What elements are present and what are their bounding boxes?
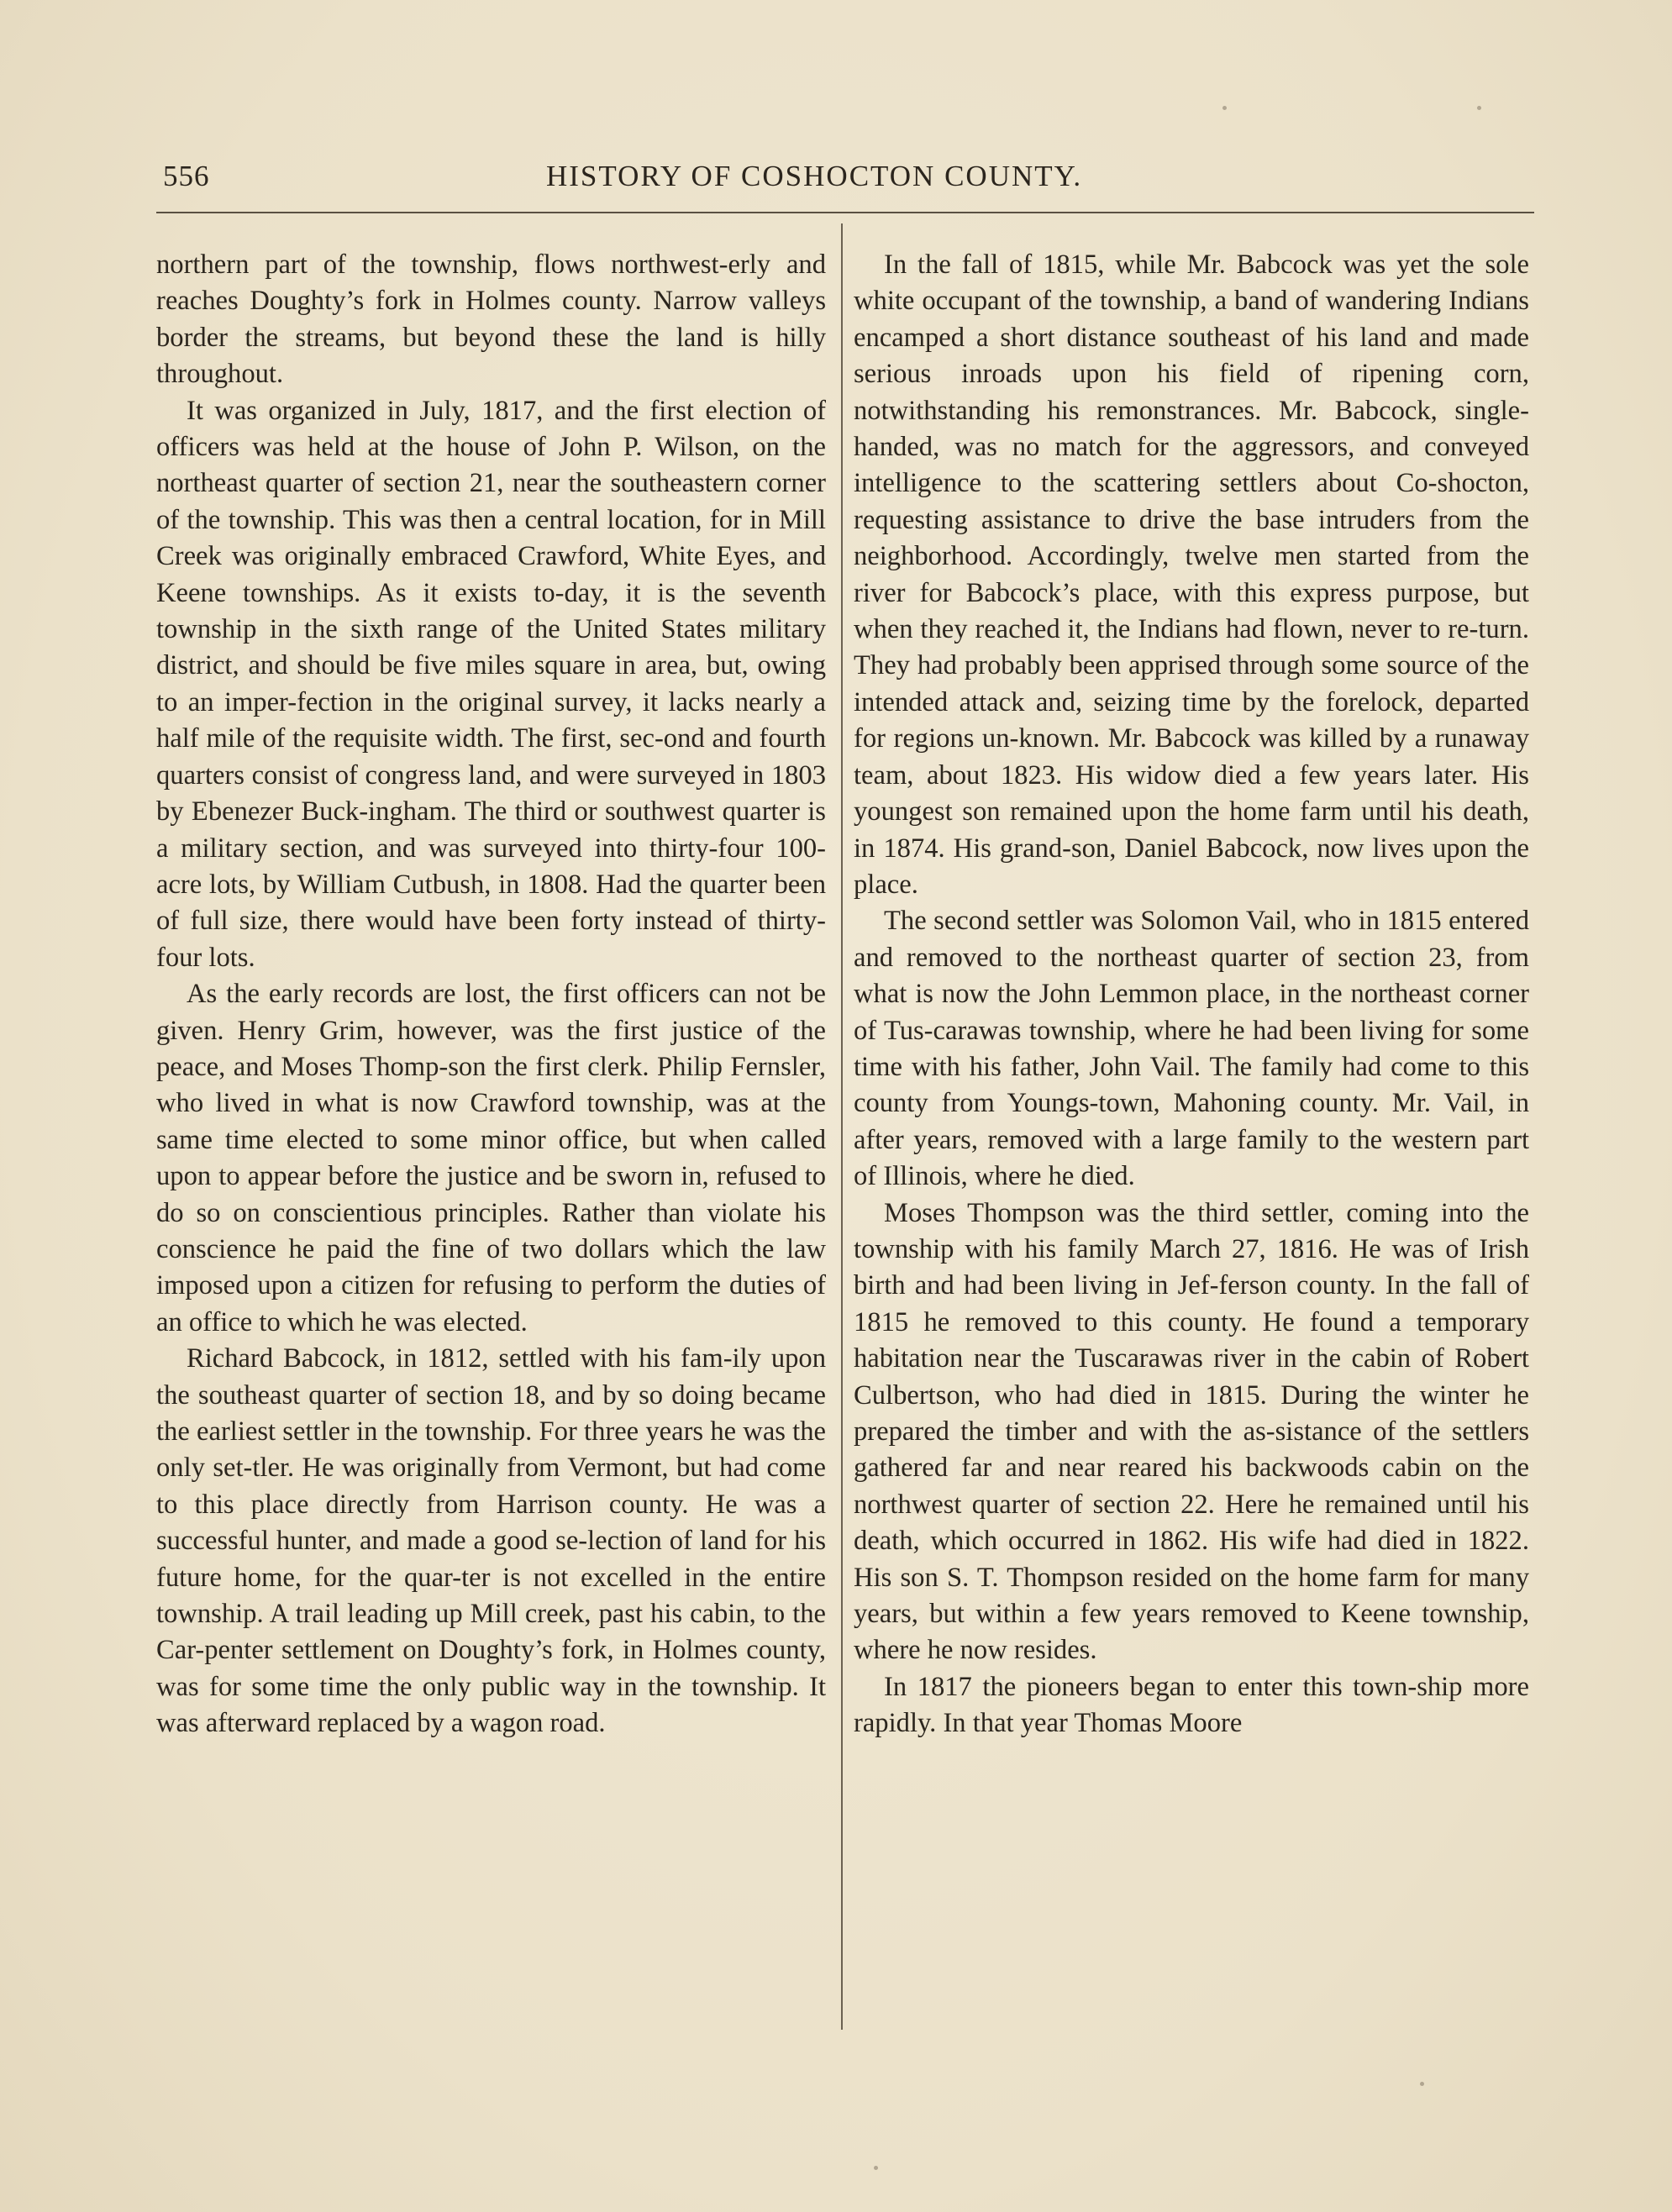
paragraph: As the early records are lost, the first officers can not be given. Henry Grim, however, was the first justice of the peace, and Moses Thomp-son the first clerk. Philip Fernsler, who lived in what is now Crawford township, was at the same time elected to some minor office, but when called upon to appear before the justice and be sworn in, refused to do so on conscientious principles. Rather than violate his conscience he paid the fine of two dollars which the law imposed upon a citizen for refusing to perform the duties of an office to which he was elected. [156,979,826,1337]
paper-speck [874,2166,878,2170]
paragraph: Richard Babcock, in 1812, settled with his fam-ily upon the southeast quarter of section 18, and by so doing became the earliest settler in the township. For three years he was the only set-tler. He was originally from Vermont, but had come to this place directly from Harrison county. He was a successful hunter, and made a good se-lection of land for his future home, for the quar-ter is not excelled in the entire township. A trail leading up Mill creek, past his cabin, to the Car-penter settlement on Doughty’s fork, in Holmes county, was for some time the only public way in the township. It was afterward replaced by a wagon road. [156,1343,826,1739]
header-rule [156,212,1534,213]
left-column [156,247,826,1742]
paragraph: The second settler was Solomon Vail, who in 1815 entered and removed to the northeast quarter of section 23, from what is now the John Lemmon place, in the northeast corner of Tus-carawas township, where he had been living for some time with his father, John Vail. The family had come to this county from Youngs-town, Mahoning county. Mr. Vail, in after years, removed with a large family to the western part of Illinois, where he died. [854,906,1529,1192]
right-column [854,247,1529,1742]
paragraph: It was organized in July, 1817, and the first election of officers was held at the house of John P. Wilson, on the northeast quarter of section 21, near the southeastern corner of the township. This was then a central location, for in Mill Creek was originally embraced Crawford, White Eyes, and Keene townships. As it exists to-day, it is the seventh township in the sixth range of the United States military district, and should be five miles square in area, but, owing to an imper-fection in the original survey, it lacks nearly a half mile of the requisite width. The first, sec-ond and fourth quarters consist of congress land, and were surveyed in 1803 by Ebenezer Buck-ingham. The third or southwest quarter is a military section, and was surveyed into thirty-four 100-acre lots, by William Cutbush, in 1808. Had the quarter been of full size, there would have been forty instead of thirty-four lots. [156,395,826,973]
paper-speck [1420,2082,1424,2086]
paragraph: In 1817 the pioneers began to enter this town-ship more rapidly. In that year Thomas Moore [854,1671,1529,1739]
paper-speck [1222,106,1227,110]
paragraph: In the fall of 1815, while Mr. Babcock was yet the sole white occupant of the township, a band of wandering Indians encamped a short distance southeast of his land and made serious inroads upon his field of ripening corn, notwithstanding his remonstrances. Mr. Babcock, single-handed, was no match for the aggressors, and conveyed intelligence to the scattering settlers about Co-shocton, requesting assistance to drive the base intruders from the neighborhood. Accordingly, twelve men started from the river for Babcock’s place, with this express purpose, but when they reached it, the Indians had flown, never to re-turn. They had probably been apprised through some source of the intended attack and, seizing time by the forelock, departed for regions un-known. Mr. Babcock was killed by a runaway team, about 1823. His widow died a few years later. His youngest son remained upon the home farm until his death, in 1874. His grand-son, Daniel Babcock, now lives upon the place. [854,250,1529,900]
paragraph: Moses Thompson was the third settler, coming into the township with his family March 27, 1816. He was of Irish birth and had been living in Jef-ferson county. In the fall of 1815 he removed to this county. He found a temporary habitation near the Tuscarawas river in the cabin of Robert Culbertson, who had died in 1815. During the winter he prepared the timber and with the as-sistance of the settlers gathered far and near reared his backwoods cabin on the northwest quarter of section 22. Here he remained until his death, which occurred in 1862. His wife had died in 1822. His son S. T. Thompson resided on the home farm for many years, but within a few years removed to Keene township, where he now resides. [854,1197,1529,1666]
column-divider [841,223,843,2030]
running-title: HISTORY OF COSHOCTON COUNTY. [546,160,1083,192]
paper-speck [1477,106,1481,110]
paragraph: northern part of the township, flows northwest-erly and reaches Doughty’s fork in Holmes county. Narrow valleys border the streams, but beyond these the land is hilly throughout. [156,250,826,390]
page-number: 556 [163,160,210,192]
page-header [156,160,1534,202]
